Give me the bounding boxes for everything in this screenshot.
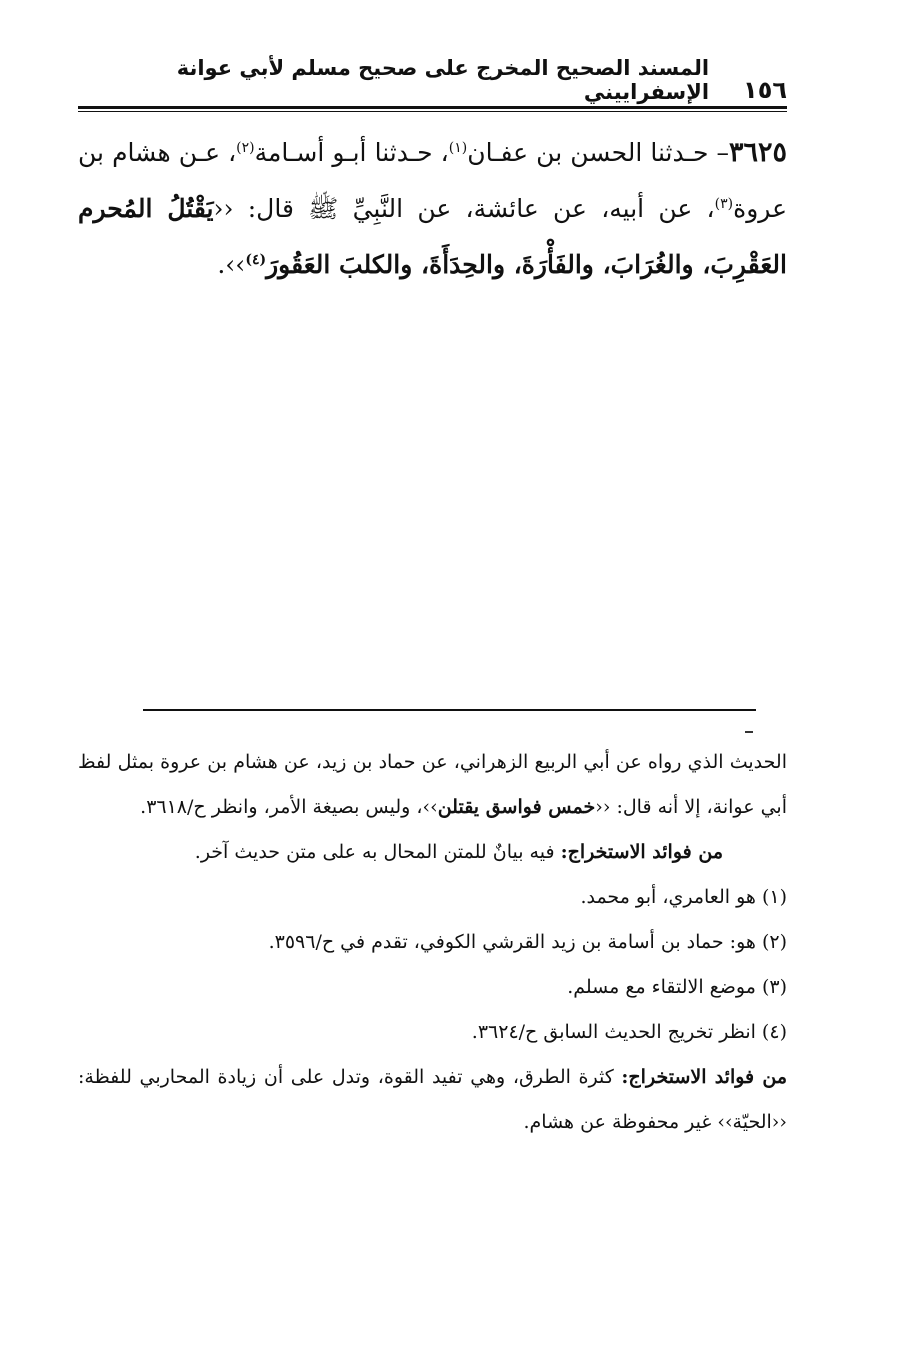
- footnote-4: (٤) انظر تخريج الحديث السابق ح/٣٦٢٤.: [471, 1021, 787, 1043]
- header-rule: [78, 106, 787, 109]
- footnote-3: (٣) موضع الالتقاء مع مسلم.: [567, 976, 787, 998]
- benefit-2-label: من فوائد الاستخراج:: [621, 1066, 787, 1088]
- continuation-text-1: الحديث الذي رواه عن أبي الربيع الزهراني، عن حماد بن زيد، عن هشام بن عروة بمثل لفظ أبي عوانة، إلا أنه قال: ‹‹: [78, 751, 787, 818]
- footnote-ref-1: (١): [448, 140, 468, 156]
- hadith-chain-part3: ، عـن هشام بن عروة: [78, 138, 787, 223]
- extraction-benefit-1: [78, 830, 787, 875]
- footnote-ref-4: (٤): [245, 252, 267, 268]
- hadith-matn: يَقْتُلُ المُحرم العَقْرِبَ، والغُرَابَ، والفَأْرَةَ، والحِدَأَةَ، والكلبَ العَقُورَ: [78, 194, 787, 279]
- footnote-2: (٢) هو: حماد بن أسامة بن زيد القرشي الكوفي، تقدم في ح/٣٥٩٦.: [268, 931, 787, 953]
- hadith-number: ٣٦٢٥: [728, 137, 787, 168]
- footnote-separator: [143, 709, 756, 711]
- running-header: [78, 56, 787, 104]
- hadith-chain-part2: ، حـدثنا أبـو أسـامة: [254, 138, 449, 167]
- footnote-ref-2: (٢): [236, 140, 255, 156]
- header-rule-thin: [78, 111, 787, 112]
- hadith-chain-part1: – حـدثنا الحسن بن عفـان: [467, 138, 729, 167]
- extraction-benefit-2: [78, 1055, 787, 1145]
- continuation-text-2: ››، وليس بصيغة الأمر، وانظر ح/٣٦١٨.: [140, 796, 438, 818]
- footnote-ref-3: (٣): [714, 196, 734, 212]
- hadith-chain-part4: ، عن أبيه، عن عائشة، عن النَّبِيِّ ﷺ قال: ‹‹: [213, 194, 715, 223]
- book-title: المسند الصحيح المخرج على صحيح مسلم لأبي عوانة الإسفراييني: [176, 56, 710, 104]
- benefit-1-label: من فوائد الاستخراج:: [560, 841, 723, 863]
- hadith-text: [78, 125, 787, 293]
- continuation-bold-text: خمس فواسق يقتلن: [437, 796, 596, 818]
- footnote-continuation: [78, 740, 787, 830]
- benefit-1-text: فيه بيانٌ للمتن المحال به على متن حديث آخر.: [194, 841, 561, 863]
- continuation-mark: [745, 731, 753, 733]
- footnotes: [78, 740, 787, 1145]
- benefit-2-text: كثرة الطرق، وهي تفيد القوة، وتدل على أن زيادة المحاربي للفظة: ‹‹الحيّة›› غير محفوظة عن هشام.: [78, 1066, 787, 1133]
- footnote-1: (١) هو العامري، أبو محمد.: [580, 886, 787, 908]
- page-number: ١٥٦: [743, 76, 787, 104]
- hadith-end: ››.: [217, 250, 246, 279]
